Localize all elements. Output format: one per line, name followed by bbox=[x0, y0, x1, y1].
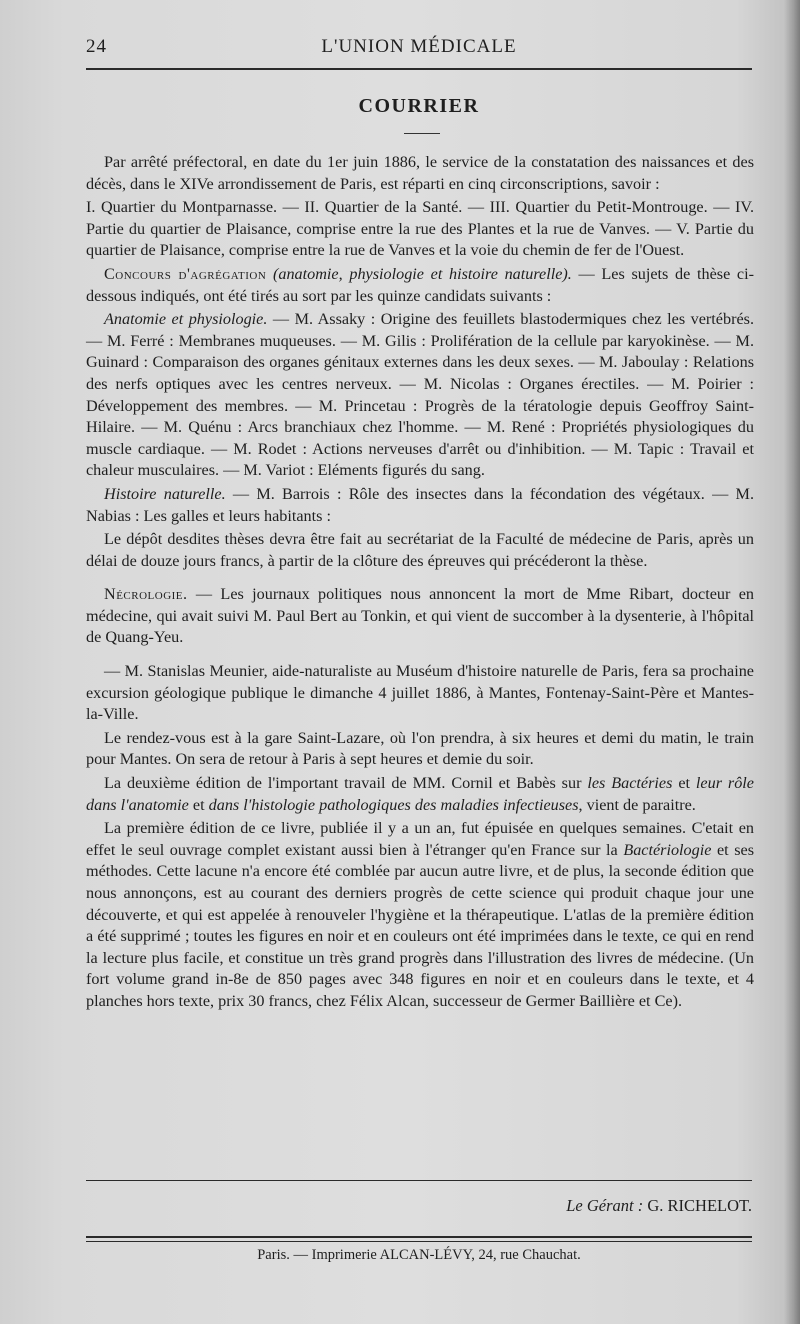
signature-name: G. RICHELOT. bbox=[643, 1196, 752, 1215]
anatomie-text: — M. Assaky : Origine des feuillets blastodermiques chez les vertébrés. — M. Ferré : Membranes muqueuses. — M. Gilis : Prolifération de la cellule par karyokinèse. — M. Guinard : Comparaison des organes génitaux externes dans les deux sexes. — M. Jaboulay : Relations des nerfs optiques avec les centres nerveux. — M. Nicolas : Organes érectiles. — M. Poirier : Développement des membres. — M. Princetau : Progrès de la tératologie depuis Geoffroy Saint-Hilaire. — M. Quénu : Arcs branchiaux chez l'homme. — M. René : Propriétés physiologiques du muscle cardiaque. — M. Rodet : Actions nerveuses d'arrêt ou d'inhibition. — M. Tapic : Travail et chaleur musculaires. — M. Variot : Eléments figurés du sang. bbox=[86, 310, 754, 480]
anatomie-heading: Anatomie et physiologie. bbox=[104, 310, 268, 329]
edition-text-g: , vient de paraitre. bbox=[578, 795, 696, 814]
signature-top-rule bbox=[86, 1180, 752, 1181]
histoire-text: — M. Barrois : Rôle des insectes dans la fécondation des végétaux. — M. Nabias : Les galles et leurs habitants : bbox=[86, 484, 754, 525]
page-edge-shadow bbox=[784, 0, 800, 1324]
edition-title-d: leur rôle dans l'anatomie bbox=[86, 774, 754, 814]
imprint-double-rule bbox=[86, 1241, 752, 1242]
concours-subject: (anatomie, physiologie et histoire naturelle). bbox=[272, 264, 572, 283]
signature bbox=[86, 1196, 752, 1216]
signature-role: Le Gérant : bbox=[566, 1196, 644, 1215]
paragraph-rendezvous: Le rendez-vous est à la gare Saint-Lazare, où l'on prendra, à six heures et demi du matin, le train pour Mantes. On sera de retour à Paris à sept heures et demie du soir. bbox=[86, 728, 754, 769]
paragraph-anatomie bbox=[86, 309, 754, 482]
edition-title-f: dans l'histologie pathologiques des maladies infectieuses bbox=[208, 795, 579, 814]
paragraph-premiere-edition bbox=[86, 818, 754, 1012]
histoire-heading: Histoire naturelle. bbox=[104, 484, 226, 503]
paragraph-districts: I. Quartier du Montparnasse. — II. Quartier de la Santé. — III. Quartier du Petit-Montrouge. — IV. Partie du quartier de Plaisance, comprise entre la rue des Plantes et la rue de Vanves. — V. Partie du quartier de Plaisance, comprise entre la rue de Vanves et la voie du chemin de fer de l'Ouest. bbox=[86, 198, 754, 260]
printer-imprint: Paris. — Imprimerie ALCAN-LÉVY, 24, rue Chauchat. bbox=[257, 1247, 581, 1263]
page-header bbox=[86, 34, 752, 64]
paragraph-concours bbox=[86, 264, 754, 307]
paragraph-edition bbox=[86, 773, 754, 816]
premiere-text-c: et ses méthodes. Cette lacune n'a encore été comblée par aucun autre livre, et de plus, la seconde édition que nous annonçons, est au courant des derniers progrès de cette science qui produit chaque jour une découverte, et qui est appelée à renouveler l'hygiène et la thérapeutique. L'atlas de la première édition a été supprimé ; toutes les figures en noir et en couleurs ont été imprimées dans le texte, ce qui en rend la lecture plus facile, et constitue un très grand progrès dans l'illustration des livres de médecine. (Un fort volume grand in-8e de 850 pages avec 348 figures en noir et en couleurs dans le texte, et 4 planches hors texte, prix 30 francs, chez Félix Alcan, successeur de Germer Baillière et Ce). bbox=[86, 840, 755, 1010]
edition-text-c: et bbox=[672, 774, 696, 793]
paragraph-histoire bbox=[86, 484, 754, 527]
article-body bbox=[86, 152, 754, 1013]
section-title: COURRIER bbox=[358, 95, 480, 117]
title-dash bbox=[404, 133, 440, 134]
necrologie-heading: Nécrologie. bbox=[104, 585, 188, 604]
paragraph-decree: Par arrêté préfectoral, en date du 1er juin 1886, le service de la constatation des naissances et des décès, dans le XIVe arrondissement de Paris, est réparti en cinq circonscriptions, savoir : bbox=[86, 153, 754, 193]
imprint-top-rule bbox=[86, 1236, 752, 1238]
paragraph-necrologie bbox=[86, 584, 754, 649]
page-number: 24 bbox=[86, 36, 107, 57]
running-title: L'UNION MÉDICALE bbox=[321, 36, 517, 57]
edition-title-a: les Bactéries bbox=[587, 774, 673, 793]
premiere-title-b: Bactériologie bbox=[623, 840, 712, 859]
concours-heading: Concours d'agrégation bbox=[104, 264, 267, 283]
premiere-text-a: La première édition de ce livre, publiée il y a un an, fut épuisée en quelques semaines. C'etait en effet le seul ouvrage complet existant aussi bien à l'étranger qu'en France sur la bbox=[86, 819, 754, 859]
paragraph-depot: Le dépôt desdites thèses devra être fait au secrétariat de la Faculté de médecine de Paris, après un délai de douze jours francs, à partir de la clôture des épreuves qui précéderont la thèse. bbox=[86, 530, 754, 570]
header-rule bbox=[86, 68, 752, 70]
paragraph-meunier: — M. Stanislas Meunier, aide-naturaliste au Muséum d'histoire naturelle de Paris, fera sa prochaine excursion géologique publique le dimanche 4 juillet 1886, à Mantes, Fontenay-Saint-Père et Mantes-la-Ville. bbox=[86, 662, 754, 724]
edition-text-e: et bbox=[188, 795, 209, 814]
concours-text: — Les sujets de thèse ci-dessous indiqués, ont été tirés au sort par les quinze candidats suivants : bbox=[86, 264, 755, 305]
edition-text-a: La deuxième édition de l'important travail de MM. Cornil et Babès sur bbox=[104, 774, 588, 793]
necrologie-text: — Les journaux politiques nous annoncent la mort de Mme Ribart, docteur en médecine, qui avait suivi M. Paul Bert au Tonkin, et qui vient de succomber à la dysenterie, à l'hôpital de Quang-Yeu. bbox=[86, 585, 754, 647]
